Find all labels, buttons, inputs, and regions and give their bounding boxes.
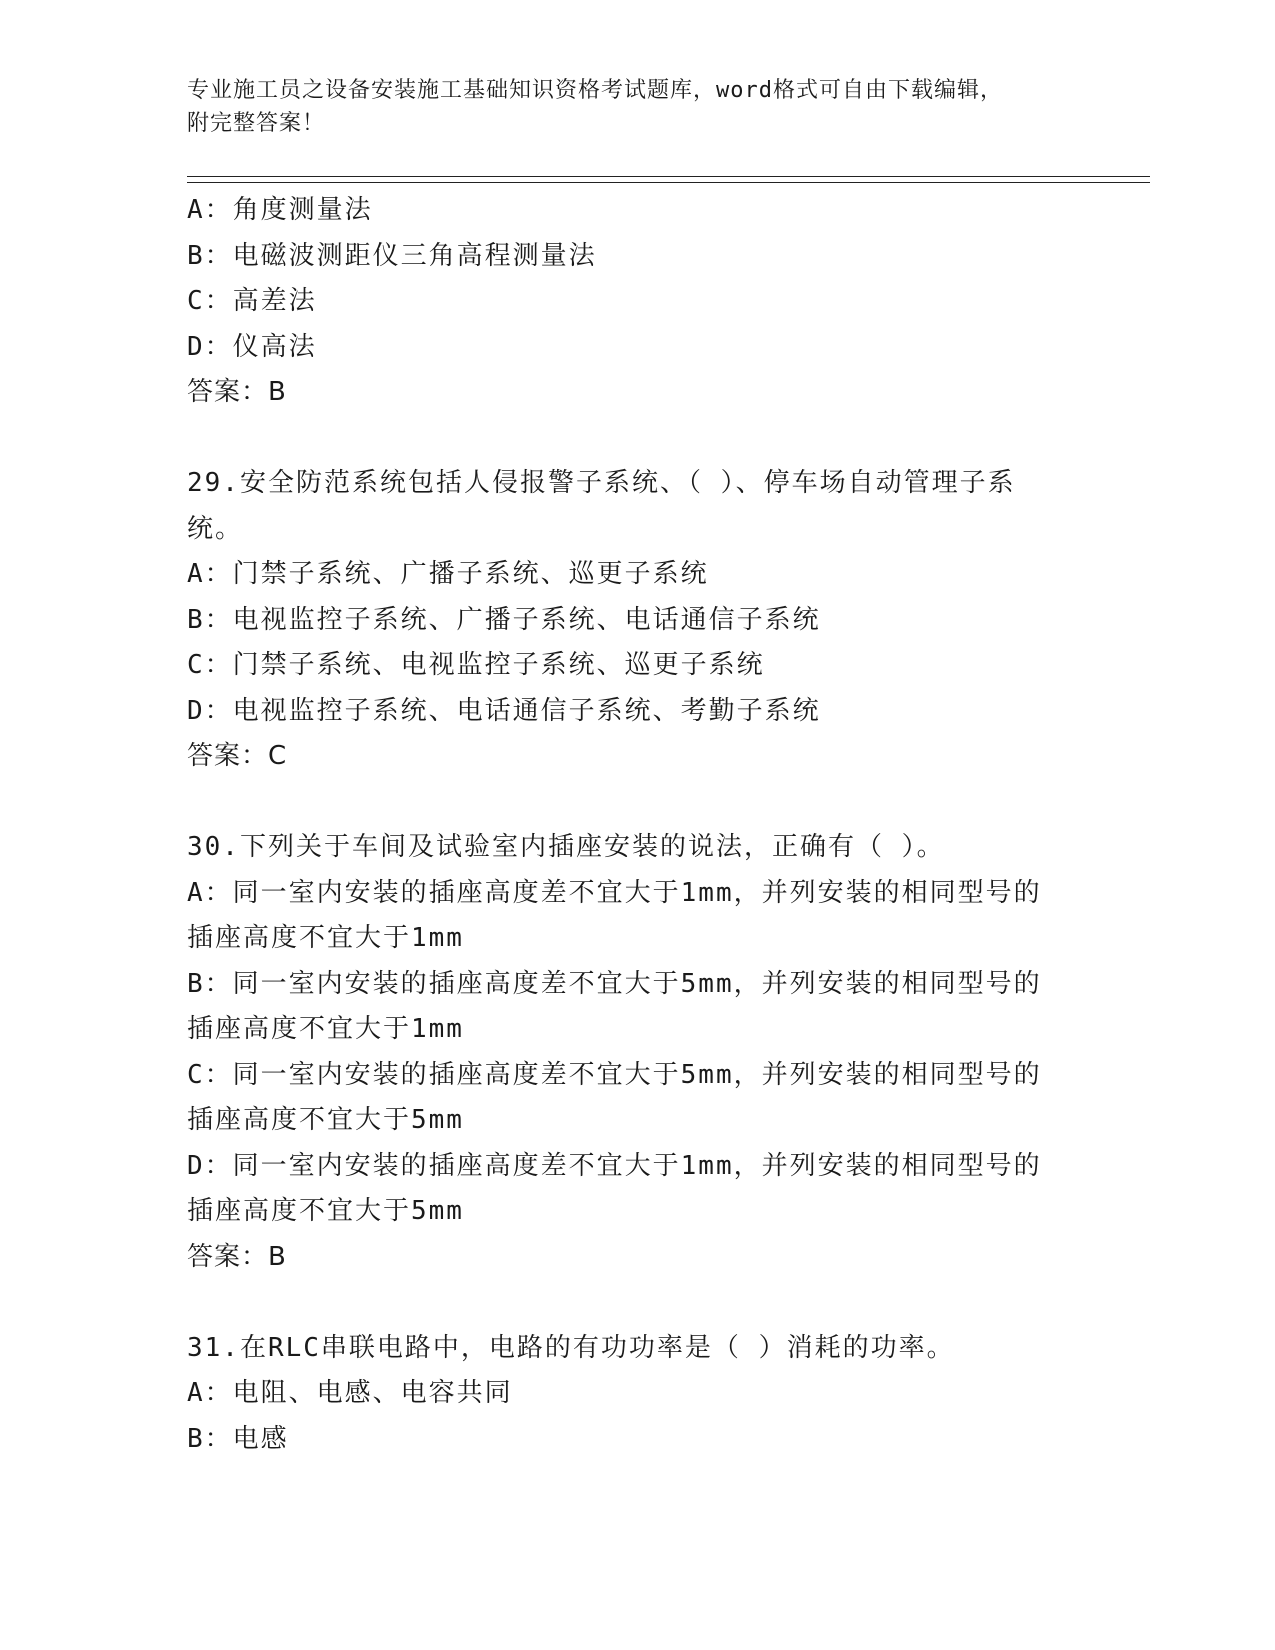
question-29 xyxy=(187,461,1087,780)
option-a: A：角度测量法 xyxy=(187,195,373,225)
question-stem: 31.在RLC串联电路中，电路的有功功率是（ ）消耗的功率。 xyxy=(187,1332,955,1363)
question-31 xyxy=(187,1326,1087,1463)
question-stem: 30.下列关于车间及试验室内插座安装的说法，正确有（ ）。 xyxy=(187,832,945,862)
answer: 答案：B xyxy=(187,377,287,407)
option-b: B：电磁波测距仪三角高程测量法 xyxy=(187,240,597,271)
spacer xyxy=(187,1280,1087,1326)
header-divider-bottom xyxy=(187,182,1150,183)
option-c: C：高差法 xyxy=(187,286,317,316)
answer: 答案：C xyxy=(187,741,288,771)
question-28-continued xyxy=(187,188,1087,416)
header-line-1: 专业施工员之设备安装施工基础知识资格考试题库，word格式可自由下载编辑， xyxy=(187,78,1003,103)
option-b: B：电视监控子系统、广播子系统、电话通信子系统 xyxy=(187,604,821,635)
option-c: C：门禁子系统、电视监控子系统、巡更子系统 xyxy=(187,650,765,680)
answer: 答案：B xyxy=(187,1241,287,1272)
option-d: D：同一室内安装的插座高度差不宜大于1mm，并列安装的相同型号的 xyxy=(187,1150,1042,1181)
header-divider-top xyxy=(187,176,1150,177)
header-line-2: 附完整答案！ xyxy=(187,111,326,136)
option-b: B：同一室内安装的插座高度差不宜大于5mm，并列安装的相同型号的 xyxy=(187,968,1042,999)
document-header xyxy=(187,74,1087,140)
option-b-continued: 插座高度不宜大于1mm xyxy=(187,1014,464,1044)
option-a: A：电阻、电感、电容共同 xyxy=(187,1378,513,1408)
option-c-continued: 插座高度不宜大于5mm xyxy=(187,1105,464,1135)
option-b: B：电感 xyxy=(187,1423,289,1454)
spacer xyxy=(187,780,1087,826)
spacer xyxy=(187,416,1087,462)
option-a-continued: 插座高度不宜大于1mm xyxy=(187,923,464,953)
option-d-continued: 插座高度不宜大于5mm xyxy=(187,1196,464,1226)
question-stem-continued: 统。 xyxy=(187,513,244,544)
option-c: C：同一室内安装的插座高度差不宜大于5mm，并列安装的相同型号的 xyxy=(187,1059,1042,1090)
option-a: A：门禁子系统、广播子系统、巡更子系统 xyxy=(187,559,709,589)
document-body xyxy=(187,188,1087,1462)
option-d: D：仪高法 xyxy=(187,331,317,362)
question-30 xyxy=(187,825,1087,1280)
question-stem: 29.安全防范系统包括人侵报警子系统、（ ）、停车场自动管理子系 xyxy=(187,468,1016,498)
option-d: D：电视监控子系统、电话通信子系统、考勤子系统 xyxy=(187,695,821,726)
option-a: A：同一室内安装的插座高度差不宜大于1mm，并列安装的相同型号的 xyxy=(187,877,1042,908)
